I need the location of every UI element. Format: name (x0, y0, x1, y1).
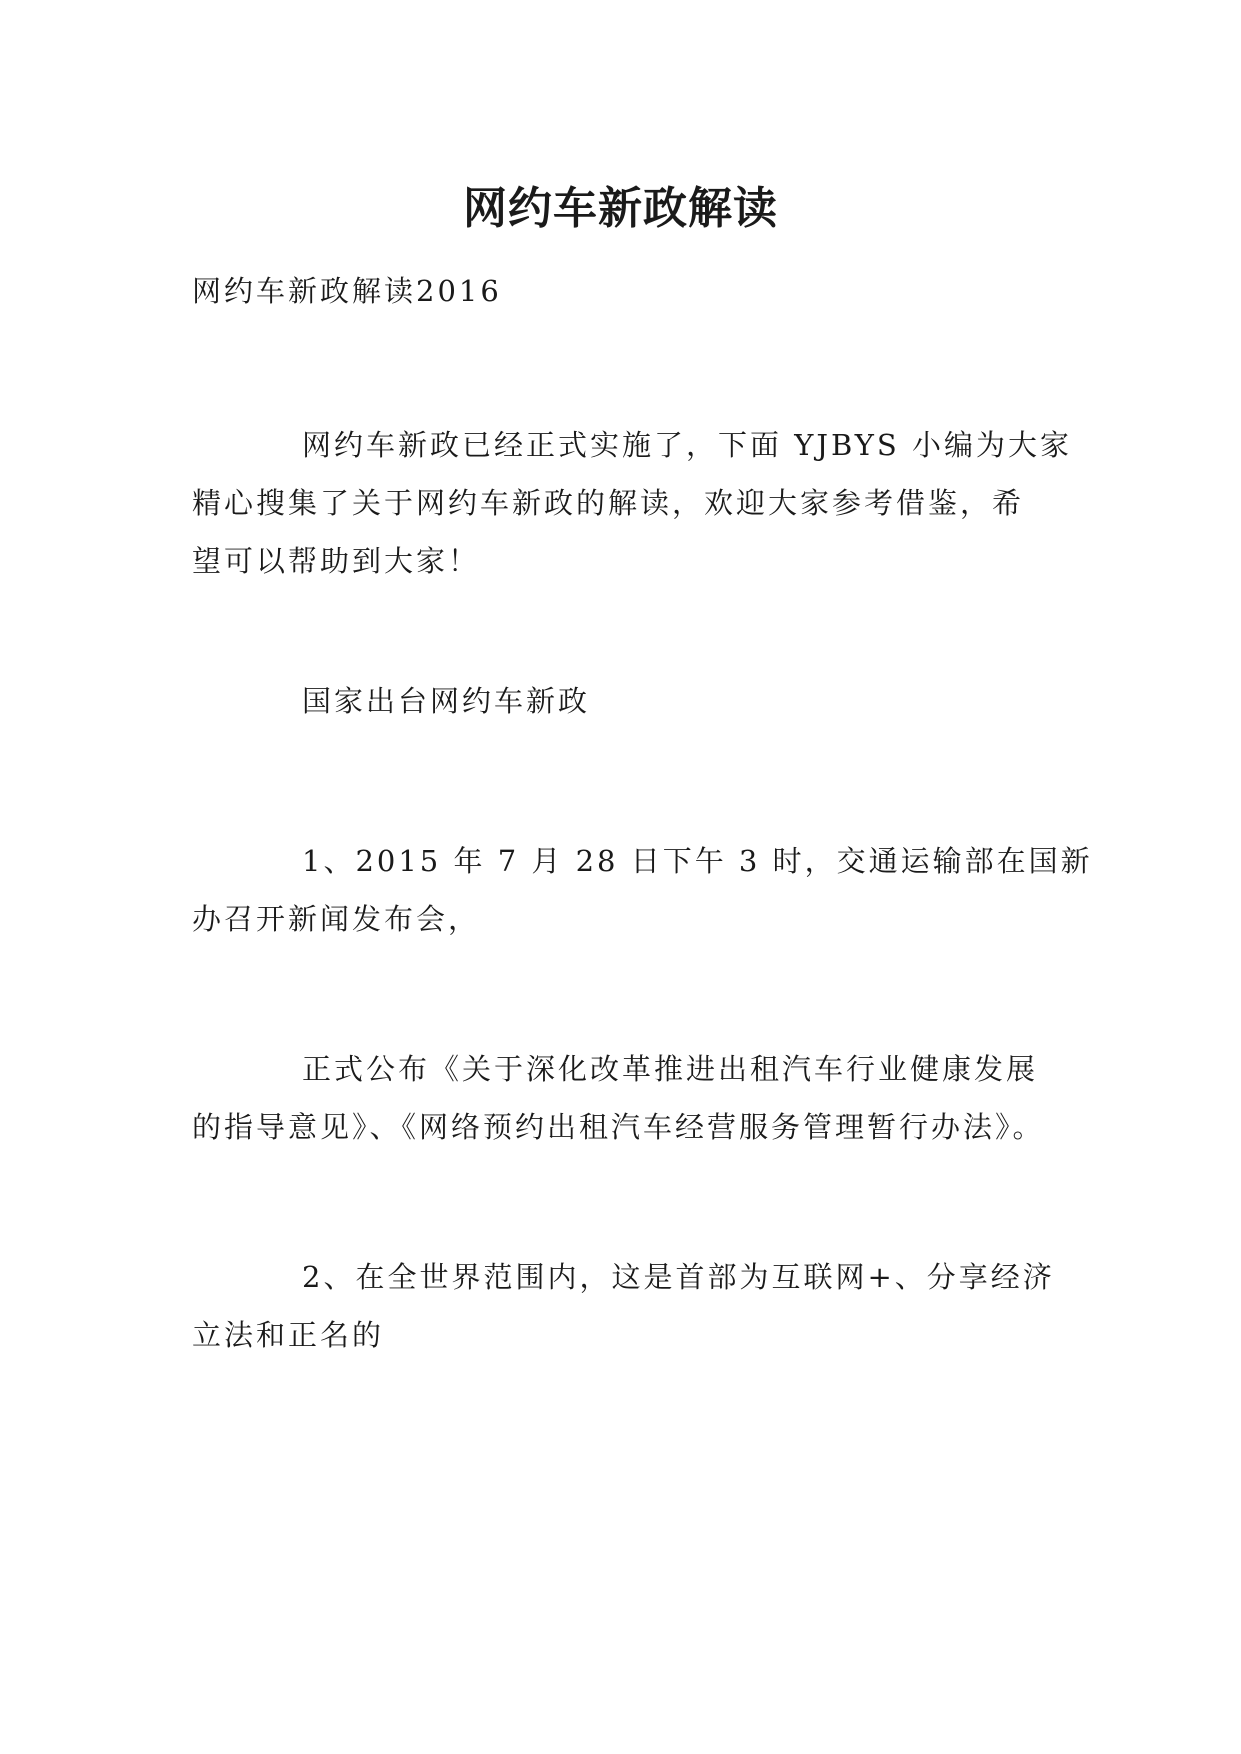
paragraph-line: 国家出台网约车新政 (302, 684, 591, 718)
paragraph-line: 网约车新政已经正式实施了，下面 YJBYS 小编为大家 (302, 428, 1073, 462)
subtitle-text: 网约车新政解读2016 (192, 274, 502, 308)
paragraph-line: 望可以帮助到大家！ (192, 544, 481, 578)
paragraph-heading (192, 672, 1062, 730)
paragraph-line: 正式公布《关于深化改革推进出租汽车行业健康发展 (302, 1052, 1039, 1086)
paragraph-intro (192, 416, 1073, 590)
paragraph-line: 2、在全世界范围内，这是首部为互联网+、分享经济 (302, 1260, 1055, 1294)
paragraph-line: 办召开新闻发布会， (192, 902, 481, 936)
paragraph-announcement (192, 1040, 1062, 1156)
paragraph-line: 1、2015 年 7 月 28 日下午 3 时，交通运输部在国新 (302, 844, 1093, 878)
paragraph-line: 立法和正名的 (192, 1318, 385, 1352)
paragraph-line: 的指导意见》、《网络预约出租汽车经营服务管理暂行办法》。 (192, 1110, 1045, 1144)
document-subtitle (192, 262, 1062, 320)
document-title: 网约车新政解读 (463, 183, 778, 235)
paragraph-line: 精心搜集了关于网约车新政的解读，欢迎大家参考借鉴，希 (192, 486, 1025, 520)
paragraph-point-2 (192, 1248, 1062, 1364)
paragraph-point-1 (192, 832, 1093, 948)
